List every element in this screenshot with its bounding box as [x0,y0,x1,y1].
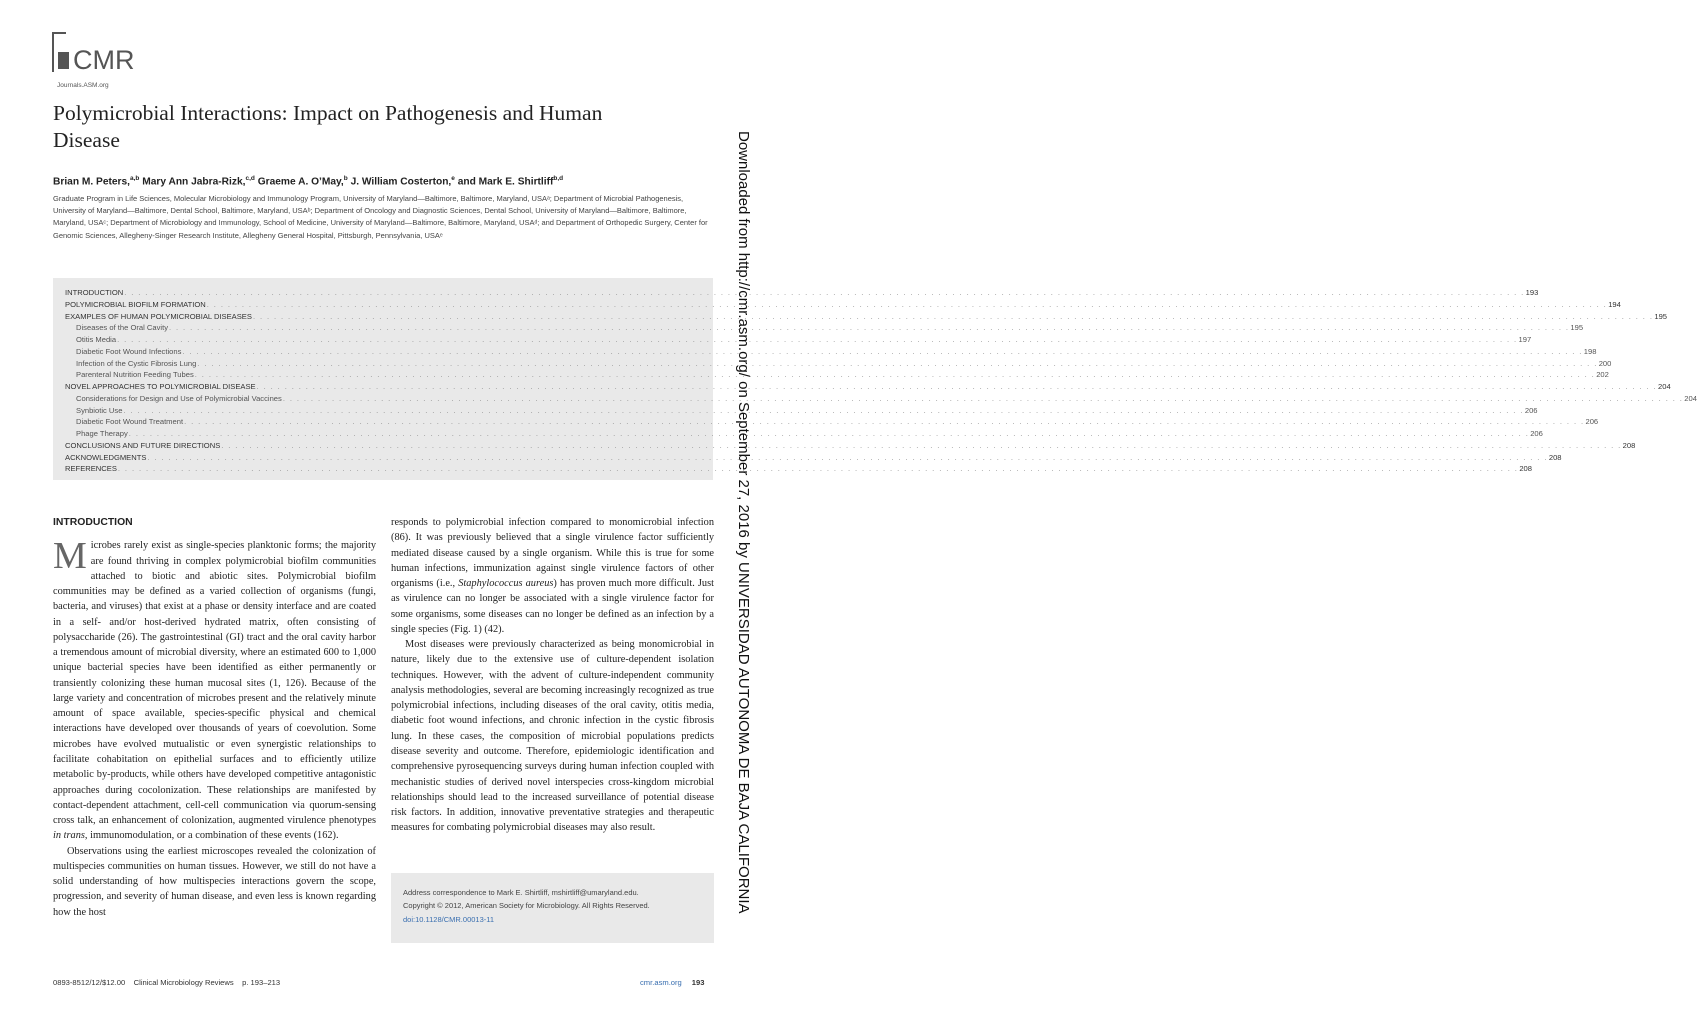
toc-entry-page: 208 [1519,464,1532,474]
page-number: 193 [691,978,705,987]
toc-leader-dots: . . . . . . . . . . . . . . . . . . . . . . . . . . . . . . . . . . . . . . . . . . . . . . . . . . . . . . . . . . . . . . . . . . . . . . . . . . . . . . . . . . . . . . . . . . . . . . . . . . . . . . . . . . . . . . . . . . . . . . . . . . . . . . . . . . . . . . . . . . . . . . . . . . . . . . . . . . . . . . . . . . . . . . . . . . . . . . . . . . . . . . . . . . . . . . . . . . . . . . . . [282,393,1684,403]
footer-right [640,978,704,987]
toc-entry[interactable] [65,334,1532,346]
toc-entry-label: ACKNOWLEDGMENTS [65,452,147,462]
intro-paragraph-4: Most diseases were previously characterized as being monomicrobial in nature, likely due to the extensive use of culture-dependent isolation techniques. However, with the advent of culture-independent community analysis methodologies, several are becoming increasingly recognized as true polymicrobial infections, including diseases of the oral cavity, otitis media, diabetic foot wound infections, and chronic infection in the cystic fibrosis lung. In these cases, the composition of microbial populations predicts disease severity and outcome. Therefore, epidemiologic identification and comprehensive pyrosequencing surveys during human infection coupled with mechanistic studies of derived novel interspecies cross-kingdom microbial relationships should lead to the increased surveillance of potential disease risk factors. In addition, innovative preventative strategies and therapeutic measures for combating polymicrobial diseases may also result. [391,639,714,834]
table-of-contents [53,278,1697,480]
paragraph-text: ) has proven much more difficult. Just as virulence can no longer be associated with a single virulence factor for some organisms, some diseases can no longer be defined as an infection by a single species (Fig. 1) (42). [391,578,714,635]
italic-text: Staphylococcus aureus [458,578,554,590]
toc-entry-page: 204 [1658,382,1671,391]
toc-leader-dots: . . . . . . . . . . . . . . . . . . . . . . . . . . . . . . . . . . . . . . . . . . . . . . . . . . . . . . . . . . . . . . . . . . . . . . . . . . . . . . . . . . . . . . . . . . . . . . . . . . . . . . . . . . . . . . . . . . . . . . . . . . . . . . . . . . . . . . . . . . . . . . . . . . . . . . . . . . . . . . . . . . . . . . . . . . . . . . . . . . . . . . . . . . . . . . . . . . . . . . . . [182,346,1583,356]
toc-entry[interactable] [65,405,1538,417]
author-name: Mary Ann Jabra-Rizk, [139,176,246,188]
toc-leader-dots: . . . . . . . . . . . . . . . . . . . . . . . . . . . . . . . . . . . . . . . . . . . . . . . . . . . . . . . . . . . . . . . . . . . . . . . . . . . . . . . . . . . . . . . . . . . . . . . . . . . . . . . . . . . . . . . . . . . . . . . . . . . . . . . . . . . . . . . . . . . . . . . . . . . . . . . . . . . . . . . . . . . . . . . . . . . . . . . . . . . . . . . . . . . . . . . . . . . . . . . . [256,382,1658,391]
toc-leader-dots: . . . . . . . . . . . . . . . . . . . . . . . . . . . . . . . . . . . . . . . . . . . . . . . . . . . . . . . . . . . . . . . . . . . . . . . . . . . . . . . . . . . . . . . . . . . . . . . . . . . . . . . . . . . . . . . . . . . . . . . . . . . . . . . . . . . . . . . . . . . . . . . . . . . . . . . . . . . . . . . . . . . . . . . . . . . . . . . . . . . . . . . . . . . . . . . . . . . . . . . . [194,370,1596,380]
toc-entry-label: Phage Therapy [76,429,128,438]
toc-leader-dots: . . . . . . . . . . . . . . . . . . . . . . . . . . . . . . . . . . . . . . . . . . . . . . . . . . . . . . . . . . . . . . . . . . . . . . . . . . . . . . . . . . . . . . . . . . . . . . . . . . . . . . . . . . . . . . . . . . . . . . . . . . . . . . . . . . . . . . . . . . . . . . . . . . . . . . . . . . . . . . . . . . . . . . . . . . . . . . . . . . . . . . . . . . . . . . . . . . . . . . . . [117,464,1519,474]
footer-site-link[interactable]: cmr.asm.org [640,978,682,987]
author-affil-mark: b [343,175,348,182]
intro-paragraph-2: Observations using the earliest microscopes revealed the colonization of multispecies communities on human tissues. However, we still do not have a solid understanding of how multispecies interactions govern the scope, progression, and severity of human disease, and even less is known regarding how the host [53,845,376,918]
toc-leader-dots: . . . . . . . . . . . . . . . . . . . . . . . . . . . . . . . . . . . . . . . . . . . . . . . . . . . . . . . . . . . . . . . . . . . . . . . . . . . . . . . . . . . . . . . . . . . . . . . . . . . . . . . . . . . . . . . . . . . . . . . . . . . . . . . . . . . . . . . . . . . . . . . . . . . . . . . . . . . . . . . . . . . . . . . . . . . . . . . . . . . . . . . . . . . . . . . . . . . . . . . . [124,288,1525,297]
intro-paragraph-3 [391,515,714,637]
toc-leader-dots: . . . . . . . . . . . . . . . . . . . . . . . . . . . . . . . . . . . . . . . . . . . . . . . . . . . . . . . . . . . . . . . . . . . . . . . . . . . . . . . . . . . . . . . . . . . . . . . . . . . . . . . . . . . . . . . . . . . . . . . . . . . . . . . . . . . . . . . . . . . . . . . . . . . . . . . . . . . . . . . . . . . . . . . . . . . . . . . . . . . . . . . . . . . . . . . . . . . . . . . . [221,440,1622,450]
toc-entry-label: INTRODUCTION [65,288,124,297]
toc-leader-dots: . . . . . . . . . . . . . . . . . . . . . . . . . . . . . . . . . . . . . . . . . . . . . . . . . . . . . . . . . . . . . . . . . . . . . . . . . . . . . . . . . . . . . . . . . . . . . . . . . . . . . . . . . . . . . . . . . . . . . . . . . . . . . . . . . . . . . . . . . . . . . . . . . . . . . . . . . . . . . . . . . . . . . . . . . . . . . . . . . . . . . . . . . . . . . . . . . . . . . . . . [147,452,1548,462]
toc-leader-dots: . . . . . . . . . . . . . . . . . . . . . . . . . . . . . . . . . . . . . . . . . . . . . . . . . . . . . . . . . . . . . . . . . . . . . . . . . . . . . . . . . . . . . . . . . . . . . . . . . . . . . . . . . . . . . . . . . . . . . . . . . . . . . . . . . . . . . . . . . . . . . . . . . . . . . . . . . . . . . . . . . . . . . . . . . . . . . . . . . . . . . . . . . . . . . . . . . . . . . . . . [206,299,1608,309]
journal-url[interactable]: Journals.ASM.org [57,82,109,89]
toc-leader-dots: . . . . . . . . . . . . . . . . . . . . . . . . . . . . . . . . . . . . . . . . . . . . . . . . . . . . . . . . . . . . . . . . . . . . . . . . . . . . . . . . . . . . . . . . . . . . . . . . . . . . . . . . . . . . . . . . . . . . . . . . . . . . . . . . . . . . . . . . . . . . . . . . . . . . . . . . . . . . . . . . . . . . . . . . . . . . . . . . . . . . . . . . . . . . . . . . . . . . . . . . [128,429,1530,438]
author-affil-mark: a,b [130,175,140,182]
correspondence-address: Address correspondence to Mark E. Shirtliff, mshirtliff@umaryland.edu. [403,888,639,897]
footer-citation: 0893-8512/12/$12.00 Clinical Microbiology Reviews p. 193–213 [53,978,281,987]
toc-entry-page: 198 [1583,346,1597,356]
download-stamp: Downloaded from http://cmr.asm.org/ on September 27, 2016 by UNIVERSIDAD AUTONOMA DE BAJA CALIFORNIA [735,131,752,914]
logo-mark-icon [58,52,69,69]
logo-text: CMR [73,45,135,75]
toc-entry-page: 193 [1525,288,1539,297]
toc-entry-label: CONCLUSIONS AND FUTURE DIRECTIONS [65,440,221,450]
toc-entry-label: Diabetic Foot Wound Treatment [76,417,184,427]
toc-entry[interactable] [65,381,1671,393]
toc-entry[interactable] [65,287,1539,299]
paragraph-text: icrobes rarely exist as single-species planktonic forms; the majority are found thriving in complex polymicrobial biofilm communities attached to biotic and abiotic sites. Polymicrobial biofilm communities may be defined as a varied collection of organisms (fungi, bacteria, and viruses) that exist at a phase or density interface and are coated in a self- and/or host-derived hydrated matrix, often consisting of polysaccharide (26). The gastrointestinal (GI) tract and the oral cavity harbor a tremendous amount of microbial diversity, where an estimated 600 to 1,000 unique bacterial species have been identified as either permanently or transiently colonizing these human mucosal sites (1, 126). Because of the large variety and concentration of microbes present and the relatively minute amount of space available, species-specific physical and chemical interactions have developed over thousands of years of coevolution. Some microbes have evolved mutualistic or even synergistic relationships to facilitate cohabitation on epithelial surfaces and to efficiently utilize metabolic by-products, while others have developed competitive antagonistic approaches during cocolonization. These relationships are manifested by contact-dependent attachment, cell-cell communication via quorum-sensing cross talk, an enhancement of colonization, augmented virulence phenotypes [53,540,376,827]
body-column-left [53,515,376,920]
toc-entry[interactable] [65,416,1599,428]
toc-entry-label: EXAMPLES OF HUMAN POLYMICROBIAL DISEASES [65,311,252,321]
toc-entry-page: 200 [1598,358,1612,368]
article-title: Polymicrobial Interactions: Impact on Pathogenesis and Human Disease [53,101,603,152]
toc-entry-page: 202 [1596,370,1609,380]
toc-entry-page: 208 [1548,452,1562,462]
author-name: and Mark E. Shirtliff [454,176,554,188]
journal-logo [52,32,144,92]
toc-entry-page: 206 [1585,417,1599,427]
italic-text: in trans [53,830,85,842]
toc-entry-label: Diseases of the Oral Cavity [76,323,169,333]
toc-entry-label: Diabetic Foot Wound Infections [76,346,182,356]
author-list [53,175,713,187]
author-affil-mark: b,d [553,175,564,182]
toc-entry[interactable] [65,358,1612,370]
toc-entry[interactable] [65,311,1668,323]
copyright-line: Copyright © 2012, American Society for Microbiology. All Rights Reserved. [403,901,650,911]
toc-entry-page: 206 [1524,405,1538,415]
author-name: Graeme A. O’May, [254,176,344,188]
correspondence-box [391,873,714,943]
toc-entry[interactable] [65,369,1609,381]
section-heading: INTRODUCTION [53,517,133,528]
toc-entry[interactable] [65,393,1697,405]
toc-entry-label: POLYMICROBIAL BIOFILM FORMATION [65,299,206,309]
toc-entry[interactable] [65,440,1636,452]
toc-entry-page: 206 [1530,429,1543,438]
toc-entry[interactable] [65,346,1597,358]
paragraph-text: , immunomodulation, or a combination of these events (162). [84,830,339,842]
body-column-right [391,515,714,836]
toc-entry-label: Infection of the Cystic Fibrosis Lung [76,358,197,368]
intro-paragraph-1 [53,535,376,843]
toc-entry-label: Considerations for Design and Use of Polymicrobial Vaccines [76,393,282,403]
toc-entry-page: 204 [1684,393,1697,403]
toc-entry-label: NOVEL APPROACHES TO POLYMICROBIAL DISEASE [65,382,256,391]
toc-leader-dots: . . . . . . . . . . . . . . . . . . . . . . . . . . . . . . . . . . . . . . . . . . . . . . . . . . . . . . . . . . . . . . . . . . . . . . . . . . . . . . . . . . . . . . . . . . . . . . . . . . . . . . . . . . . . . . . . . . . . . . . . . . . . . . . . . . . . . . . . . . . . . . . . . . . . . . . . . . . . . . . . . . . . . . . . . . . . . . . . . . . . . . . . . . . . . . . . . . . . . . . . [197,358,1598,368]
author-name: J. William Costerton, [347,176,452,188]
toc-leader-dots: . . . . . . . . . . . . . . . . . . . . . . . . . . . . . . . . . . . . . . . . . . . . . . . . . . . . . . . . . . . . . . . . . . . . . . . . . . . . . . . . . . . . . . . . . . . . . . . . . . . . . . . . . . . . . . . . . . . . . . . . . . . . . . . . . . . . . . . . . . . . . . . . . . . . . . . . . . . . . . . . . . . . . . . . . . . . . . . . . . . . . . . . . . . . . . . . . . . . . . . . [123,405,1524,415]
toc-entry-label: REFERENCES [65,464,117,474]
toc-entry-page: 208 [1622,440,1636,450]
author-affil-mark: c,d [245,175,255,182]
affiliations: Graduate Program in Life Sciences, Molecular Microbiology and Immunology Program, University of Maryland—Baltimore, Baltimore, Maryland, USAᵃ; Department of Microbial Pathogenesis, University of Maryland—Baltimore, Dental School, Baltimore, Maryland, USAᵇ; Department of Oncology and Diagnostic Sciences, Dental School, University of Maryland—Baltimore, Baltimore, Maryland, USAᶜ; Department of Microbiology and Immunology, School of Medicine, University of Maryland—Baltimore, Baltimore, Maryland, USAᵈ; and Department of Orthopedic Surgery, Center for Genomic Sciences, Allegheny-Singer Research Institute, Allegheny General Hospital, Pittsburgh, Pennsylvania, USAᵉ [53,194,708,240]
toc-leader-dots: . . . . . . . . . . . . . . . . . . . . . . . . . . . . . . . . . . . . . . . . . . . . . . . . . . . . . . . . . . . . . . . . . . . . . . . . . . . . . . . . . . . . . . . . . . . . . . . . . . . . . . . . . . . . . . . . . . . . . . . . . . . . . . . . . . . . . . . . . . . . . . . . . . . . . . . . . . . . . . . . . . . . . . . . . . . . . . . . . . . . . . . . . . . . . . . . . . . . . . . . [184,417,1585,427]
toc-leader-dots: . . . . . . . . . . . . . . . . . . . . . . . . . . . . . . . . . . . . . . . . . . . . . . . . . . . . . . . . . . . . . . . . . . . . . . . . . . . . . . . . . . . . . . . . . . . . . . . . . . . . . . . . . . . . . . . . . . . . . . . . . . . . . . . . . . . . . . . . . . . . . . . . . . . . . . . . . . . . . . . . . . . . . . . . . . . . . . . . . . . . . . . . . . . . . . . . . . . . . . . . [252,311,1654,321]
author-affil-mark: e [451,175,455,182]
toc-entry-page: 194 [1608,299,1621,309]
toc-leader-dots: . . . . . . . . . . . . . . . . . . . . . . . . . . . . . . . . . . . . . . . . . . . . . . . . . . . . . . . . . . . . . . . . . . . . . . . . . . . . . . . . . . . . . . . . . . . . . . . . . . . . . . . . . . . . . . . . . . . . . . . . . . . . . . . . . . . . . . . . . . . . . . . . . . . . . . . . . . . . . . . . . . . . . . . . . . . . . . . . . . . . . . . . . . . . . . . . . . . . . . . . [117,335,1518,344]
toc-entry[interactable] [65,428,1543,440]
doi-link[interactable]: doi:10.1128/CMR.00013-11 [403,914,495,924]
toc-leader-dots: . . . . . . . . . . . . . . . . . . . . . . . . . . . . . . . . . . . . . . . . . . . . . . . . . . . . . . . . . . . . . . . . . . . . . . . . . . . . . . . . . . . . . . . . . . . . . . . . . . . . . . . . . . . . . . . . . . . . . . . . . . . . . . . . . . . . . . . . . . . . . . . . . . . . . . . . . . . . . . . . . . . . . . . . . . . . . . . . . . . . . . . . . . . . . . . . . . . . . . . . [169,323,1570,333]
toc-entry-page: 197 [1518,335,1532,344]
toc-entry[interactable] [65,452,1562,464]
toc-entry[interactable] [65,322,1584,334]
toc-entry[interactable] [65,299,1621,311]
paragraph-text: responds to polymicrobial infection compared to monomicrobial infection (86). It was previously believed that a single virulence factor sufficiently mediated disease caused by a single organism. While this is true for some human infections, immunization against single virulence factors of other organisms (i.e., [391,517,714,590]
author-name: Brian M. Peters, [53,176,130,188]
toc-entry-label: Synbiotic Use [76,405,123,415]
toc-entry-page: 195 [1570,323,1584,333]
toc-entry-label: Otitis Media [76,335,117,344]
toc-entry-label: Parenteral Nutrition Feeding Tubes [76,370,194,380]
toc-entry[interactable] [65,463,1532,475]
drop-cap: M [53,535,87,578]
toc-entry-page: 195 [1654,311,1668,321]
